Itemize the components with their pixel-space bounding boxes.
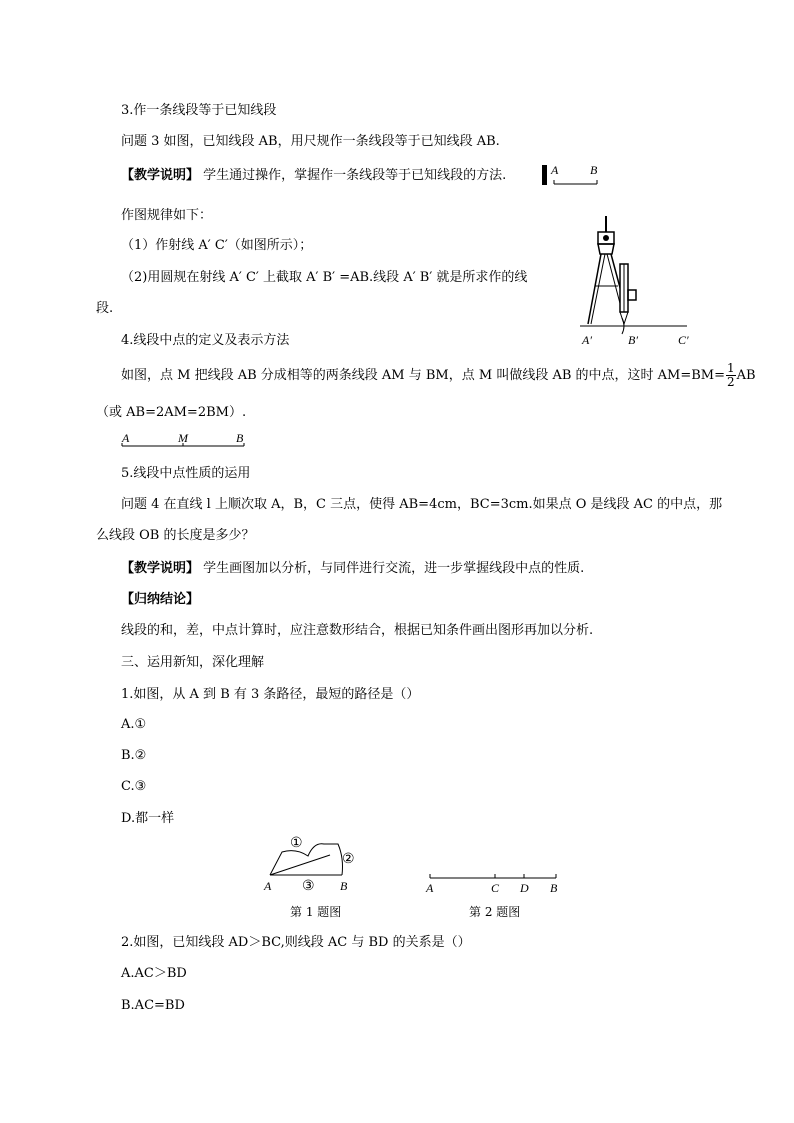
midpoint-equation: （或 AB=2AM=2BM）. <box>96 405 247 420</box>
section-5-title: 5.线段中点性质的运用 <box>121 466 251 481</box>
midpoint-definition <box>121 358 756 394</box>
figure-1-caption: 第 1 题图 <box>290 905 342 919</box>
compass-figure <box>570 214 700 349</box>
segment-ab-figure <box>540 160 610 190</box>
problem-3: 问题 3 如图，已知线段 AB，用尺规作一条线段等于已知线段 AB. <box>121 134 500 149</box>
q1-option-c: C.③ <box>121 779 147 794</box>
step-1: （1）作射线 A′ C′（如图所示）； <box>121 238 313 253</box>
label-c-prime: C′ <box>678 333 689 347</box>
label-d: D <box>520 881 529 895</box>
label-a: A <box>551 163 559 177</box>
label-c: C <box>491 881 500 895</box>
teaching-note-label: 【教学说明】 <box>121 168 200 183</box>
label-m: M <box>178 431 188 445</box>
figure-1 <box>258 830 368 892</box>
compass-needle-leg <box>588 254 601 324</box>
section-3-title: 3.作一条线段等于已知线段 <box>121 103 277 118</box>
label-b: B <box>590 163 598 177</box>
path-1 <box>270 844 343 875</box>
teaching-note-1 <box>121 167 506 185</box>
midpoint-text-end: AB <box>736 368 756 383</box>
figure-2 <box>424 866 564 894</box>
problem-4: 问题 4 在直线 l 上顺次取 A，B，C 三点，使得 AB=4cm，BC=3cm.如果点 O 是线段 AC 的中点，那 <box>121 497 723 512</box>
label-b-prime: B′ <box>628 333 638 347</box>
section-4-title: 4.线段中点的定义及表示方法 <box>121 333 290 348</box>
rule-title: 作图规律如下： <box>121 208 213 223</box>
midpoint-text: 如图，点 M 把线段 AB 分成相等的两条线段 AM 与 BM，点 M 叫做线段 AB 的中点，这时 AM=BM= <box>121 368 726 383</box>
label-path-1: ① <box>290 836 303 851</box>
fraction-denominator: 2 <box>727 375 735 389</box>
label-a: A <box>426 881 434 895</box>
figure-marker <box>542 165 547 185</box>
label-path-2: ② <box>342 852 355 867</box>
question-1: 1.如图，从 A 到 B 有 3 条路径，最短的路径是（） <box>121 687 420 702</box>
label-path-3: ③ <box>302 879 315 894</box>
teaching-note-text: 学生通过操作，掌握作一条线段等于已知线段的方法. <box>199 168 507 183</box>
label-a: A <box>122 431 130 445</box>
segment-amb-figure <box>118 430 258 452</box>
label-a-prime: A′ <box>582 333 592 347</box>
figure-2-caption: 第 2 题图 <box>469 905 521 919</box>
q2-option-a: A.AC＞BD <box>121 966 187 981</box>
problem-4-continued: 么线段 OB 的长度是多少？ <box>96 528 255 543</box>
question-2: 2.如图，已知线段 AD＞BC,则线段 AC 与 BD 的关系是（） <box>121 935 471 950</box>
conclusion-label: 【归纳结论】 <box>121 592 200 607</box>
label-b: B <box>236 431 244 445</box>
q1-option-b: B.② <box>121 748 147 763</box>
conclusion-text: 线段的和，差，中点计算时，应注意数形结合，根据已知条件画出图形再加以分析. <box>121 623 594 638</box>
teaching-note-text: 学生画图加以分析，与同伴进行交流，进一步掌握线段中点的性质. <box>199 561 585 576</box>
q1-option-a: A.① <box>121 717 147 732</box>
fraction-numerator: 1 <box>727 361 735 375</box>
section-three-title: 三、运用新知，深化理解 <box>121 655 265 670</box>
step-2: （2)用圆规在射线 A′ C′ 上截取 A′ B′ =AB.线段 A′ B′ 就是所求作的线 <box>121 270 528 285</box>
teaching-note-2 <box>121 560 584 578</box>
fraction-one-half <box>726 362 736 389</box>
q2-option-b: B.AC=BD <box>121 998 185 1013</box>
label-b: B <box>550 881 558 895</box>
label-a: A <box>264 879 272 893</box>
teaching-note-label: 【教学说明】 <box>121 561 200 576</box>
q1-option-d: D.都一样 <box>121 811 175 826</box>
label-b: B <box>340 879 348 893</box>
step-2-continued: 段. <box>96 301 114 316</box>
